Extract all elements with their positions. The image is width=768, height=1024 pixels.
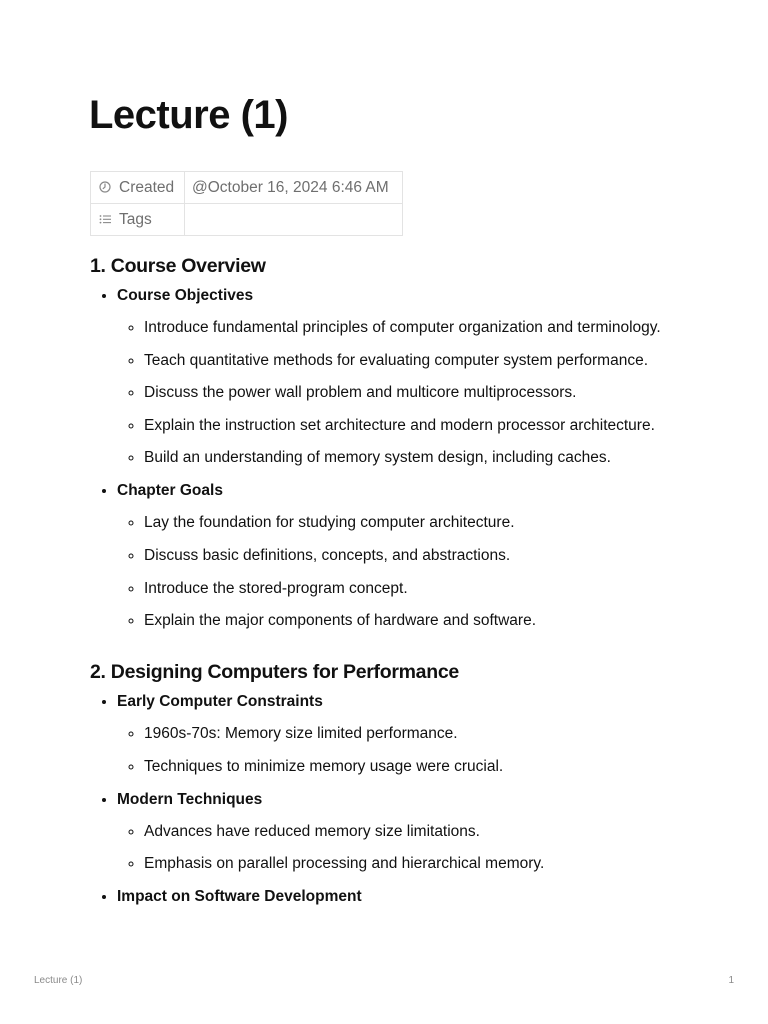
sub-list-item: ◦ 1960s-70s: Memory size limited performance.: [144, 722, 710, 745]
list-item-title: • Chapter Goals: [117, 482, 223, 500]
list-item-title: • Early Computer Constraints: [117, 693, 323, 711]
document-body: [90, 250, 710, 918]
property-key-created: [91, 172, 185, 204]
sub-bullet-list: [117, 511, 710, 632]
page-title: Lecture (1): [89, 93, 288, 137]
property-row-tags: [91, 204, 403, 236]
sub-list-item: ◦ Introduce the stored-program concept.: [144, 577, 710, 600]
sub-bullet-list: [117, 820, 710, 876]
list-item-title: • Modern Techniques: [117, 790, 263, 808]
list-item: [117, 284, 710, 469]
sub-list-item: ◦ Introduce fundamental principles of computer organization and terminology.: [144, 316, 710, 339]
list-item: [117, 479, 710, 632]
list-item: [117, 788, 710, 876]
section-spacer: [90, 642, 710, 656]
sub-list-item: ◦ Teach quantitative methods for evaluating computer system performance.: [144, 349, 710, 372]
property-value-created: @October 16, 2024 6:46 AM: [185, 172, 403, 204]
sub-bullet-list: [117, 722, 710, 778]
list-item: [117, 690, 710, 778]
footer-page-number: 1: [728, 975, 734, 986]
property-label-tags: Tags: [119, 210, 152, 228]
property-key-tags: [91, 204, 185, 236]
list-item-title: • Impact on Software Development: [117, 888, 362, 906]
sub-list-item: ◦ Techniques to minimize memory usage were crucial.: [144, 755, 710, 778]
sub-list-item: ◦ Build an understanding of memory system design, including caches.: [144, 446, 710, 469]
bullet-list: [90, 690, 710, 908]
sub-list-item: ◦ Discuss the power wall problem and multicore multiprocessors.: [144, 381, 710, 404]
list-icon: [99, 213, 115, 225]
sub-list-item: ◦ Discuss basic definitions, concepts, and abstractions.: [144, 544, 710, 567]
sub-list-item: ◦ Explain the major components of hardware and software.: [144, 609, 710, 632]
list-item: [117, 885, 710, 908]
sub-list-item: ◦ Emphasis on parallel processing and hierarchical memory.: [144, 852, 710, 875]
bullet-list: [90, 284, 710, 632]
property-value-tags: [185, 204, 403, 236]
footer-doc-name: Lecture (1): [34, 975, 83, 986]
sub-list-item: ◦ Explain the instruction set architecture and modern processor architecture.: [144, 414, 710, 437]
sub-list-item: ◦ Advances have reduced memory size limitations.: [144, 820, 710, 843]
properties-table: [90, 171, 403, 236]
sub-list-item: ◦ Lay the foundation for studying computer architecture.: [144, 511, 710, 534]
section-heading: 1. Course Overview: [90, 255, 266, 277]
sub-bullet-list: [117, 316, 710, 469]
section-heading: 2. Designing Computers for Performance: [90, 661, 459, 684]
clock-icon: [99, 181, 115, 193]
property-label-created: Created: [119, 178, 175, 196]
property-row-created: [91, 172, 403, 204]
list-item-title: • Course Objectives: [117, 287, 254, 304]
